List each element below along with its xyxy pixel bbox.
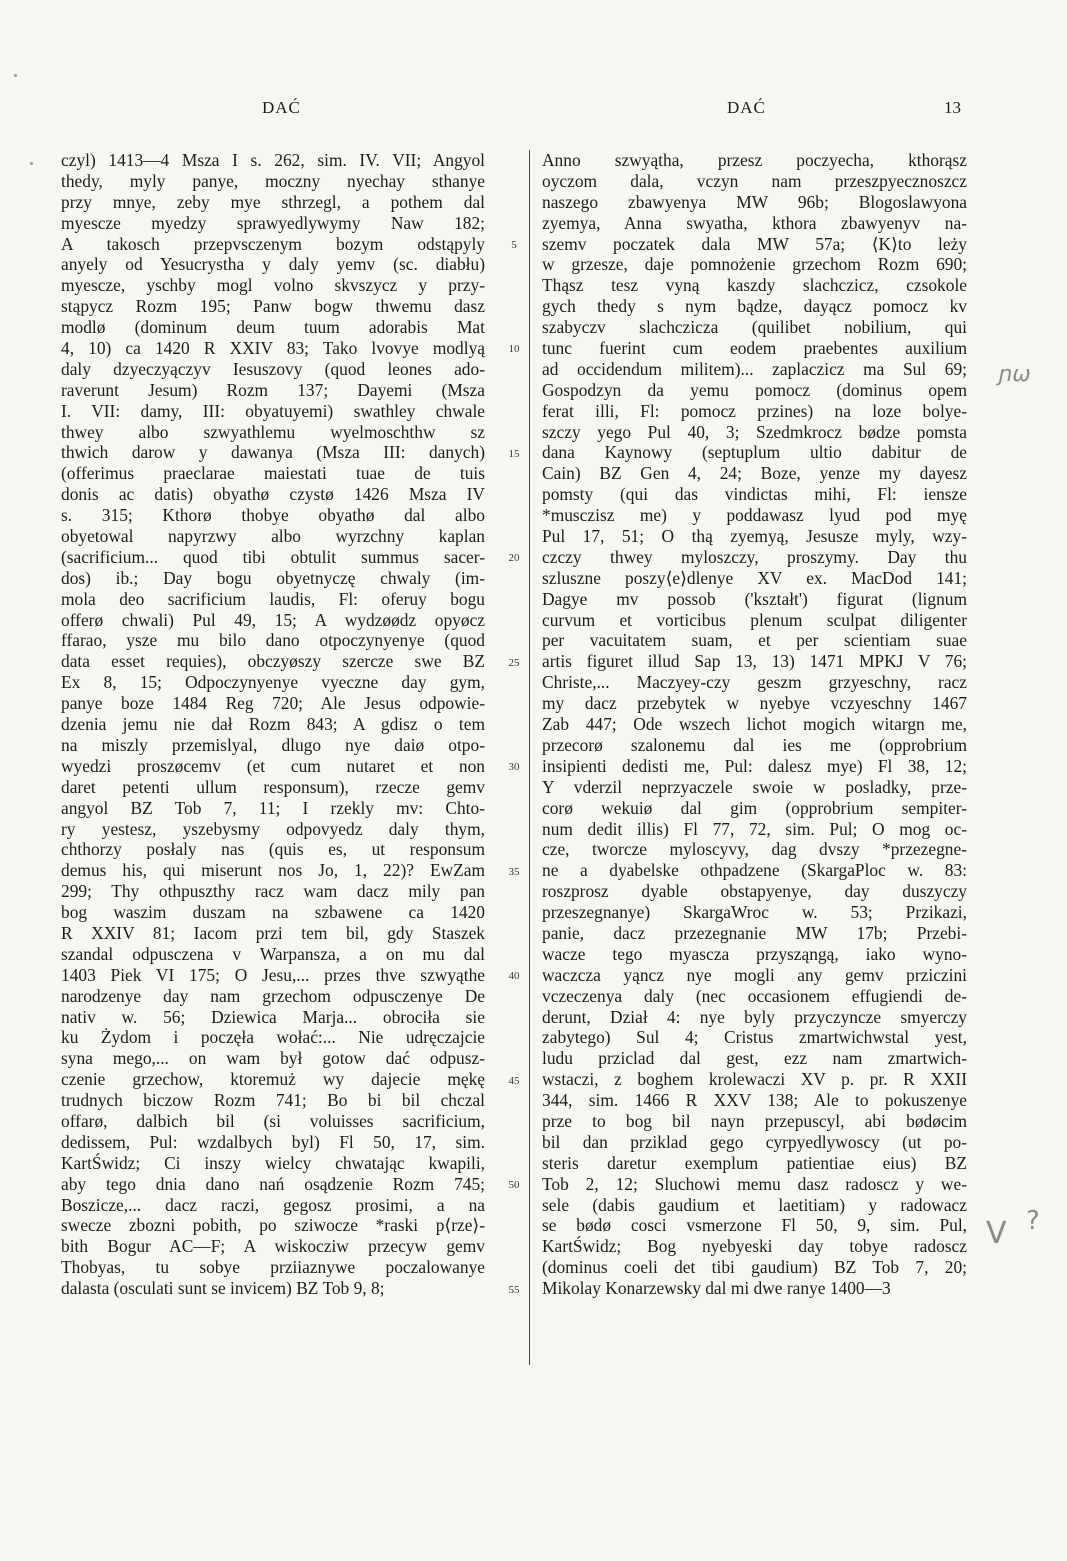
text-line: dedissem, Pul: wzdalbych byl) Fl 50, 17, sim. <box>61 1131 485 1152</box>
text-line: KartŚwidz; Bog nyebyeski day tobye radoscz <box>542 1236 967 1257</box>
line-number: 45 <box>508 1074 520 1087</box>
line-number: 15 <box>508 447 520 460</box>
text-line: swecze zbozni pobith, po sziwocze *raski p⟨rze⟩- <box>61 1215 485 1236</box>
text-line: Christe,... Maczyey-czy geszm grzyeschny, racz <box>542 672 967 693</box>
text-line: demus his, qui miserunt nos Jo, 1, 22)? EwZam <box>61 860 485 881</box>
text-line: szluszne poszy⟨e⟩dlenye XV ex. MacDod 141; <box>542 567 967 588</box>
text-line: trudnych biczow Rozm 741; Bo bi bil chczal <box>61 1090 485 1111</box>
text-line: w grzesze, daje pomnożenie grzechom Rozm 690; <box>542 254 967 275</box>
text-line: KartŚwidz; Ci inszy wielcy chwatając kwapili, <box>61 1152 485 1173</box>
text-line: szandal odpusczena v Warpansza, a on mu dal <box>61 943 485 964</box>
text-line: roszprosz dyable obstapyenye, day duszyczy <box>542 881 967 902</box>
text-line: Mikolay Konarzewsky dal mi dwe ranye 1400—3 <box>542 1278 891 1299</box>
text-line: daret petenti ullum responsum), rzecze gemv <box>61 776 485 797</box>
text-line: Zab 447; Ode wszech lichot mogich witargn me, <box>542 714 967 735</box>
text-line: num dedit illis) Fl 77, 72, sim. Pul; O mog oc- <box>542 818 967 839</box>
text-line: Ex 8, 15; Odpoczynyenye vyeczne day gym, <box>61 672 485 693</box>
text-line: 4, 10) ca 1420 R XXIV 83; Tako lvovye modlyą <box>61 338 485 359</box>
text-line: szemv poczatek dala MW 57a; ⟨K⟩to leży <box>542 233 967 254</box>
text-line: obyetowal napyrzwy albo wyrzchny kaplan <box>61 526 485 547</box>
text-line: thwich darow y dawanya (Msza III: danych) <box>61 442 485 463</box>
left-column <box>61 150 485 1299</box>
text-line: panye boze 1484 Reg 720; Ale Jesus odpowie- <box>61 693 485 714</box>
text-line: przecorø szalonemu dal ies me (opprobrium <box>542 734 967 755</box>
text-line: artis figuret illud Sap 13, 13) 1471 MPKJ V 76; <box>542 651 967 672</box>
text-line: ludu przіclad dal gest, ezz nam zmartwich- <box>542 1048 967 1069</box>
text-line: prze to bog bil nayn przepuscyl, abi bødøcim <box>542 1110 967 1131</box>
text-line: 344, sim. 1466 R XXV 138; Ale to pokuszenye <box>542 1090 967 1111</box>
text-line: wstaczi, z boghem krolewaczi XV p. pr. R XXII <box>542 1069 967 1090</box>
text-line: dzenia jemu nie dał Rozm 843; A gdisz o tem <box>61 714 485 735</box>
text-line: dalasta (osculati sunt se invicem) BZ Tob 9, 8; <box>61 1278 385 1299</box>
text-line: narodzenye day nam grzechom odpusczenye De <box>61 985 485 1006</box>
text-line: s. 315; Kthorø thobye obyathø dal albo <box>61 505 485 526</box>
text-line: myescze myedzy sprawyedlywymy Naw 182; <box>61 212 485 233</box>
text-line: derunt, Dział 4: nye byly przyczyncze smyerczy <box>542 1006 967 1027</box>
text-line: raverunt Jesum) Rozm 137; Dayemi (Msza <box>61 379 485 400</box>
text-line: *musczisz me) y poddawasz lyud pod myę <box>542 505 967 526</box>
text-line: szczy yego Pul 40, 3; Szedmkrocz bødze pomsta <box>542 421 967 442</box>
right-column <box>542 150 967 1299</box>
text-line: corø wekuiø dal gim (opprobrium sempiter- <box>542 797 967 818</box>
text-line: nativ w. 56; Dziewica Marja... obrociła sie <box>61 1006 485 1027</box>
text-line: vczeczenya daly (nec occasionem effugiendi de- <box>542 985 967 1006</box>
text-line: Cain) BZ Gen 4, 24; Boze, yenze my dayesz <box>542 463 967 484</box>
margin-note-scribble: ɲω <box>998 362 1031 387</box>
line-number: 35 <box>508 865 520 878</box>
running-head-right: DAĆ <box>727 98 766 117</box>
text-line: oyczom dala, vczyn nam przeszpyecznoszcz <box>542 170 967 191</box>
text-line: czczy thwey myloszczy, proszymy. Day thu <box>542 546 967 567</box>
text-line: dana Kaynowy (septuplum ultio dabitur de <box>542 442 967 463</box>
text-line: sele (dabis gaudium et laetitiam) y radowacz <box>542 1194 967 1215</box>
text-line: wacze tego myascza przysząngą, iako wyno- <box>542 943 967 964</box>
text-line: offerø chwali) Pul 49, 15; A wydzøødz opyøcz <box>61 609 485 630</box>
text-line: data esset requies), obczyøszy szercze swe BZ <box>61 651 485 672</box>
text-line: naszego zbawyenya MW 96b; Blogoslawyona <box>542 191 967 212</box>
text-line: chthorzy posłaly nas (quis es, ut responsum <box>61 839 485 860</box>
text-line: ffarao, ysze mu bilo dano otpoczynyenye (quod <box>61 630 485 651</box>
text-line: Dagye mv possob ('kształt') figurat (lignum <box>542 588 967 609</box>
text-line: zyemya, Anna swyatha, kthora zbawyenyv na- <box>542 212 967 233</box>
text-line: (offerimus praeclarae maiestati tuae de tuis <box>61 463 485 484</box>
text-line: Tob 2, 12; Sluchowi memu dasz radoscz y we- <box>542 1173 967 1194</box>
text-line: ry yestesz, yszebysmy odpovyedz daly thym, <box>61 818 485 839</box>
text-line: bith Bogur AC—F; A wiskoczіw przecyw gemv <box>61 1236 485 1257</box>
text-line: cze, tworcze myloscyvy, dag dvszy *przezegne- <box>542 839 967 860</box>
text-line: wyedzi proszøcemv (et cum nutaret et non <box>61 755 485 776</box>
text-line: ku Żydom i poczęła wołać:... Nie udręczajcie <box>61 1027 485 1048</box>
text-line: R XXIV 81; Iacom przi tem bil, gdy Staszek <box>61 922 485 943</box>
text-line: 1403 Piek VI 175; O Jesu,... przes thve szwyąthe <box>61 964 485 985</box>
line-number: 40 <box>508 970 520 983</box>
text-line: zabytego) Sul 4; Cristus zmartwichwstal yest, <box>542 1027 967 1048</box>
scan-speck <box>14 74 17 77</box>
text-line: bog waszim duszam na szbawene ca 1420 <box>61 902 485 923</box>
text-line: (sacrificium... quod tibi obtulit summus sacer- <box>61 546 485 567</box>
running-head-left: DAĆ <box>262 98 301 117</box>
text-line: A takosch przepvsczenym bozym odstąpyly <box>61 233 485 254</box>
text-line: dos) ib.; Day bogu obyetnyczę chwaly (im- <box>61 567 485 588</box>
text-line: (dominus coeli det tibi gaudium) BZ Tob 7, 20; <box>542 1257 967 1278</box>
text-line: per vacuitatem suam, et per scientiam suae <box>542 630 967 651</box>
scan-speck <box>30 162 33 165</box>
text-line: ad occidendum militem)... zaplaczicz ma Sul 69; <box>542 358 967 379</box>
text-line: Gospodzyn da yemu pomocz (dominus opem <box>542 379 967 400</box>
line-number: 20 <box>508 552 520 565</box>
text-line: insipienti dedisti me, Pul: dalesz mye) Fl 38, 12; <box>542 755 967 776</box>
line-number: 30 <box>508 761 520 774</box>
line-number: 55 <box>508 1283 520 1296</box>
text-line: panie, dacz przezegnanie MW 17b; Przebi- <box>542 922 967 943</box>
text-line: Pul 17, 51; O thą zyemyą, Jesusze myly, wzy- <box>542 526 967 547</box>
text-line: czyl) 1413—4 Msza I s. 262, sim. IV. VII; Angyol <box>61 150 485 170</box>
text-line: se bødø cosci vsmerzone Fl 50, 9, sim. Pul, <box>542 1215 967 1236</box>
text-line: my dacz przebytek w nyebye vczyeschny 1467 <box>542 693 967 714</box>
text-line: myescze, yschby mogl volno skvszycz y przy- <box>61 275 485 296</box>
line-number: 25 <box>508 656 520 669</box>
text-line: daly dzyeczyączyv Iesuszovy (quod leones ado- <box>61 358 485 379</box>
line-number: 50 <box>508 1179 520 1192</box>
text-line: przy mnye, zeby mye sthrzegl, a pothem dal <box>61 191 485 212</box>
text-line: thedy, myly panye, moczny nyechay sthanye <box>61 170 485 191</box>
margin-note-check: V <box>986 1216 1007 1251</box>
text-line: szabyczv slachczicza (quilibet nobilium, qui <box>542 317 967 338</box>
text-line: Anno szwyątha, przesz poczyecha, kthorąsz <box>542 150 967 170</box>
line-number: 10 <box>508 343 520 356</box>
text-line: stąpycz Rozm 195; Panw bogw thwemu dasz <box>61 296 485 317</box>
text-line: Thąsz tesz vyną kaszdy slachczicz, czsokole <box>542 275 967 296</box>
text-line: steris daretur exemplum patientiae eius) BZ <box>542 1152 967 1173</box>
text-line: bil dan przіklad gego cyrpyedlywoscy (ut po- <box>542 1131 967 1152</box>
text-line: ne a dyabelske othpadzene (SkargaPloc w. 83: <box>542 860 967 881</box>
text-line: pomsty (qui das vindictas mihi, Fl: iensze <box>542 484 967 505</box>
text-line: przeszegnanye) SkargaWroc w. 53; Przikazi, <box>542 902 967 923</box>
text-line: modlø (dominum deum tuum adorabis Mat <box>61 317 485 338</box>
text-line: na miszly przemislyal, dlugo nye daiø otpo- <box>61 734 485 755</box>
column-rule <box>529 150 530 1365</box>
text-line: 299; Thy othpuszthy racz wam dacz mily pan <box>61 881 485 902</box>
text-line: aby tego dnia dano nań osądzenie Rozm 745; <box>61 1173 485 1194</box>
text-line: gych thedy s nym bądze, dayącz pomocz kv <box>542 296 967 317</box>
text-line: thwey albo szwyathlemu wyelmoschthw sz <box>61 421 485 442</box>
text-line: ferat illi, Fl: pomocz przines) na loze bolye- <box>542 400 967 421</box>
text-line: tunc fuerint cum eodem praebentes auxilium <box>542 338 967 359</box>
text-line: czenie grzechow, ktoremuż wy dajecie mękę <box>61 1069 485 1090</box>
text-line: Y vderzil neprzyaczele swoie w posladky, prze- <box>542 776 967 797</box>
text-line: Thobyas, tu sobye przііaznywe poczalowanye <box>61 1257 485 1278</box>
page-number: 13 <box>944 98 961 117</box>
margin-note-query: ? <box>1026 1206 1040 1236</box>
text-line: syna mego,... on wam był gotow dać odpusz- <box>61 1048 485 1069</box>
text-line: donis ac datis) obyathø czystø 1426 Msza IV <box>61 484 485 505</box>
text-line: anyely od Yesucrystha y daly yemv (sc. diabłu) <box>61 254 485 275</box>
text-line: I. VII: damy, III: obyatuyemi) swathley chwale <box>61 400 485 421</box>
text-line: Boszicze,... dacz raczi, gegosz prosimi, a na <box>61 1194 485 1215</box>
text-line: offarø, dalbich bil (si voluisses sacrificium, <box>61 1110 485 1131</box>
line-number: 5 <box>511 238 517 251</box>
text-line: curvum et vorticibus plenum sculpat diligenter <box>542 609 967 630</box>
text-line: mola deo sacrificium laudis, Fl: oferuy bogu <box>61 588 485 609</box>
text-line: angyol BZ Tob 7, 11; I rzekly mv: Chto- <box>61 797 485 818</box>
text-line: waczcza yąncz nye mogli any gemv prziczini <box>542 964 967 985</box>
